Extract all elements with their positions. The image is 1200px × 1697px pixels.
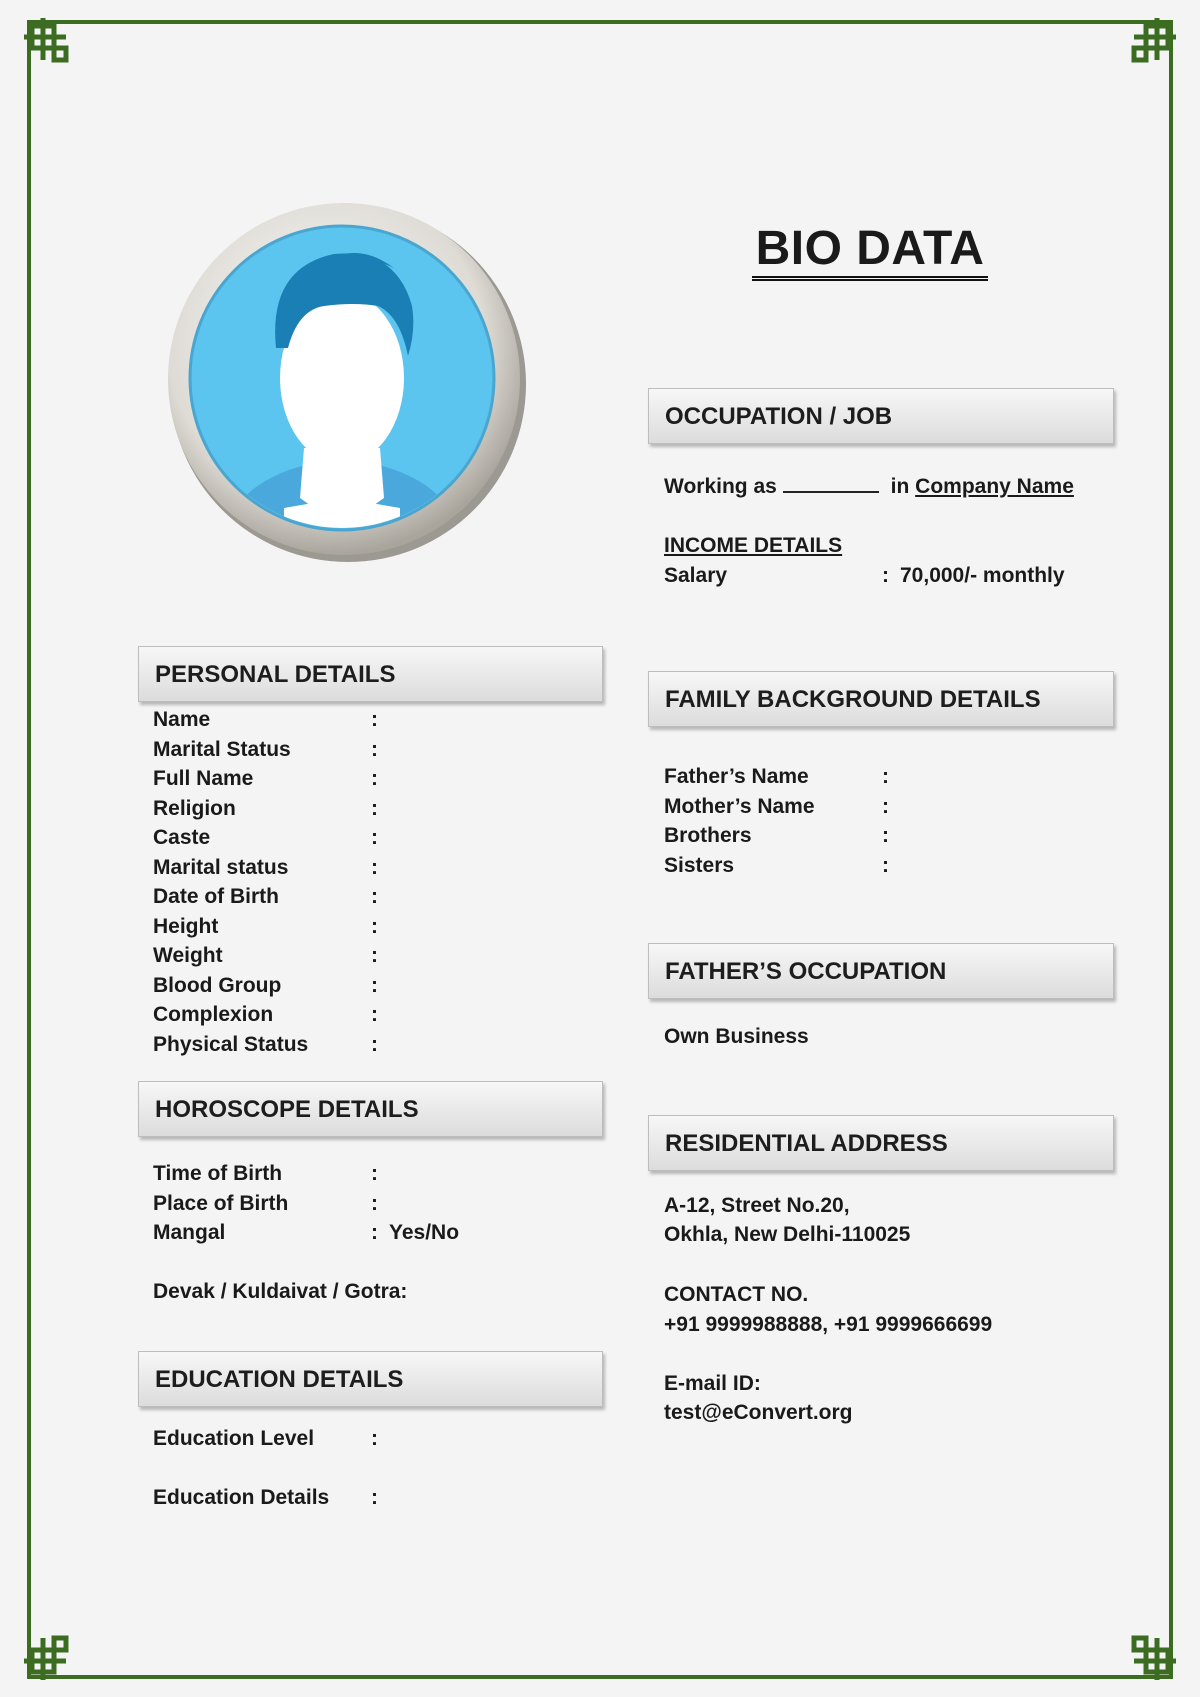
personal-detail-label: Marital Status xyxy=(153,737,291,761)
colon: : xyxy=(371,885,378,908)
working-as-label: Working as xyxy=(664,475,777,498)
personal-detail-row xyxy=(153,974,573,1000)
salary-row xyxy=(664,564,1084,590)
colon: : xyxy=(371,796,378,820)
personal-detail-label: Blood Group xyxy=(153,973,282,997)
personal-detail-row xyxy=(153,797,573,823)
horoscope-detail-row xyxy=(153,1192,573,1218)
education-detail-label: Education Level xyxy=(153,1427,315,1450)
personal-detail-label: Caste xyxy=(153,826,211,849)
horoscope-detail-label: Mangal xyxy=(153,1221,226,1244)
personal-detail-row xyxy=(153,856,573,882)
personal-detail-row xyxy=(153,1003,573,1029)
salary-label: Salary xyxy=(664,564,728,587)
company-name: Company Name xyxy=(915,475,1074,498)
page-title: BIO DATA xyxy=(752,222,988,281)
colon: : xyxy=(882,824,889,847)
personal-detail-label: Physical Status xyxy=(153,1032,309,1056)
colon: : xyxy=(882,564,889,587)
personal-detail-label: Complexion xyxy=(153,1003,274,1026)
horoscope-detail-label: Place of Birth xyxy=(153,1191,289,1215)
section-header-occupation: OCCUPATION / JOB xyxy=(648,388,1114,444)
family-detail-label: Father’s Name xyxy=(664,765,809,788)
income-heading: INCOME DETAILS xyxy=(664,534,843,557)
family-detail-label: Sisters xyxy=(664,853,735,877)
colon: : xyxy=(882,765,889,788)
colon: : xyxy=(371,1427,378,1450)
horoscope-detail-row xyxy=(153,1162,573,1188)
colon: : xyxy=(371,973,378,997)
section-header-father-occupation: FATHER’S OCCUPATION xyxy=(648,943,1114,999)
personal-detail-row xyxy=(153,885,573,911)
contact-numbers: +91 9999988888, +91 9999666699 xyxy=(664,1313,993,1336)
education-detail-row xyxy=(153,1486,573,1512)
colon: : xyxy=(371,1486,378,1509)
father-occupation-value: Own Business xyxy=(664,1025,809,1048)
horoscope-detail-label: Time of Birth xyxy=(153,1162,283,1185)
address-line-1: A-12, Street No.20, xyxy=(664,1194,850,1217)
colon: : xyxy=(371,708,378,731)
colon: : xyxy=(371,1191,378,1215)
family-detail-row xyxy=(664,824,1084,850)
personal-detail-row xyxy=(153,767,573,793)
colon: : xyxy=(371,1003,378,1026)
colon: : xyxy=(371,1032,378,1056)
personal-detail-label: Weight xyxy=(153,944,223,967)
horoscope-detail-row xyxy=(153,1221,573,1247)
personal-detail-row xyxy=(153,738,573,764)
colon: : xyxy=(371,737,378,761)
section-header-address: RESIDENTIAL ADDRESS xyxy=(648,1115,1114,1171)
working-as-blank xyxy=(783,475,879,493)
email-heading: E-mail ID: xyxy=(664,1372,761,1395)
colon: : xyxy=(371,1221,378,1244)
family-detail-row xyxy=(664,795,1084,821)
colon: : xyxy=(371,855,378,879)
colon: : xyxy=(371,826,378,849)
personal-detail-row xyxy=(153,944,573,970)
personal-detail-label: Name xyxy=(153,708,211,731)
horoscope-detail-value: Yes/No xyxy=(389,1221,460,1244)
colon: : xyxy=(371,914,378,938)
personal-detail-row xyxy=(153,1033,573,1059)
contact-heading: CONTACT NO. xyxy=(664,1283,809,1306)
personal-detail-label: Religion xyxy=(153,796,236,820)
personal-detail-label: Marital status xyxy=(153,855,289,879)
personal-detail-label: Height xyxy=(153,914,219,938)
family-detail-row xyxy=(664,765,1084,791)
salary-value: 70,000/- monthly xyxy=(900,564,1065,587)
colon: : xyxy=(371,1162,378,1185)
section-header-personal: PERSONAL DETAILS xyxy=(138,646,603,702)
avatar-icon xyxy=(164,198,528,562)
in-label: in xyxy=(890,475,910,498)
corner-ornament-icon xyxy=(1126,1630,1178,1682)
personal-detail-row xyxy=(153,915,573,941)
family-detail-label: Mother’s Name xyxy=(664,794,815,818)
education-detail-row xyxy=(153,1427,573,1453)
colon: : xyxy=(371,944,378,967)
address-line-2: Okhla, New Delhi-110025 xyxy=(664,1223,911,1246)
colon: : xyxy=(882,853,889,877)
corner-ornament-icon xyxy=(22,1630,74,1682)
email-value[interactable]: test@eConvert.org xyxy=(664,1401,853,1424)
education-detail-label: Education Details xyxy=(153,1486,330,1509)
working-as-line xyxy=(664,475,1074,499)
section-header-horoscope: HOROSCOPE DETAILS xyxy=(138,1081,603,1137)
section-header-education: EDUCATION DETAILS xyxy=(138,1351,603,1407)
family-detail-label: Brothers xyxy=(664,824,752,847)
family-detail-row xyxy=(664,854,1084,880)
corner-ornament-icon xyxy=(1126,16,1178,68)
personal-detail-label: Full Name xyxy=(153,767,254,790)
personal-detail-row xyxy=(153,826,573,852)
corner-ornament-icon xyxy=(22,16,74,68)
section-header-family: FAMILY BACKGROUND DETAILS xyxy=(648,671,1114,727)
gotra-label: Devak / Kuldaivat / Gotra: xyxy=(153,1280,408,1303)
colon: : xyxy=(371,767,378,790)
personal-detail-row xyxy=(153,708,573,734)
colon: : xyxy=(882,794,889,818)
personal-detail-label: Date of Birth xyxy=(153,885,279,908)
